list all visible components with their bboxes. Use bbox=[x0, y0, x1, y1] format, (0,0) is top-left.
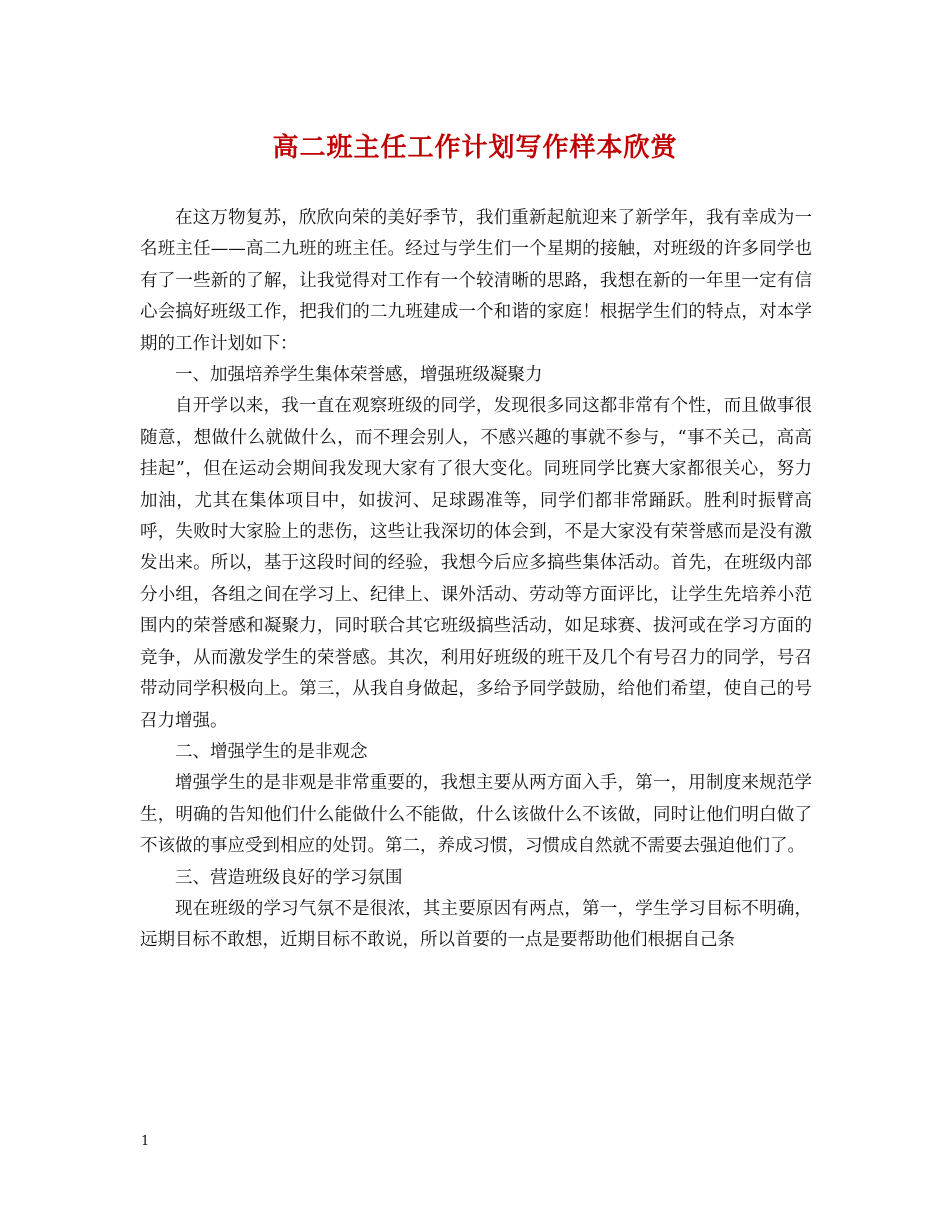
paragraph-section-3: 现在班级的学习气氛不是很浓，其主要原因有两点，第一，学生学习目标不明确，远期目标不敢想，近期目标不敢说，所以首要的一点是要帮助他们根据自己条 bbox=[140, 898, 812, 951]
paragraph-section-1: 自开学以来，我一直在观察班级的同学，发现很多同这都非常有个性，而且做事很随意，想做什么就做什么，而不理会别人，不感兴趣的事就不参与，“事不关己，高高挂起”，但在运动会期间我发现大家有了很大变化。同班同学比赛大家都很关心，努力加油，尤其在集体项目中，如拔河、足球踢准等，同学们都非常踊跃。胜利时振臂高呼，失败时大家脸上的悲伤，这些让我深切的体会到，不是大家没有荣誉感而是没有激发出来。所以，基于这段时间的经验，我想今后应多搞些集体活动。首先，在班级内部分小组，各组之间在学习上、纪律上、课外活动、劳动等方面评比，让学生先培养小范围内的荣誉感和凝聚力，同时联合其它班级搞些活动，如足球赛、拔河或在学习方面的竞争，从而激发学生的荣誉感。其次，利用好班级的班干及几个有号召力的同学，号召带动同学积极向上。第三，从我自身做起，多给予同学鼓励，给他们希望，使自己的号召力增强。 bbox=[140, 396, 812, 731]
section-heading-2: 二、增强学生的是非观念 bbox=[175, 741, 368, 762]
document-body bbox=[140, 203, 812, 957]
section-heading-1: 一、加强培养学生集体荣誉感，增强班级凝聚力 bbox=[175, 365, 543, 386]
paragraph-section-2: 增强学生的是非观是非常重要的，我想主要从两方面入手，第一，用制度来规范学生，明确的告知他们什么能做什么不能做，什么该做什么不该做，同时让他们明白做了不该做的事应受到相应的处罚。第二，养成习惯，习惯成自然就不需要去强迫他们了。 bbox=[140, 773, 812, 857]
page-number: 1 bbox=[141, 1134, 150, 1149]
section-heading-3: 三、营造班级良好的学习氛围 bbox=[175, 867, 403, 888]
paragraph-intro: 在这万物复苏，欣欣向荣的美好季节，我们重新起航迎来了新学年，我有幸成为一名班主任——高二九班的班主任。经过与学生们一个星期的接触，对班级的许多同学也有了一些新的了解，让我觉得对工作有一个较清晰的思路，我想在新的一年里一定有信心会搞好班级工作，把我们的二九班建成一个和谐的家庭！根据学生们的特点，对本学期的工作计划如下： bbox=[140, 208, 812, 354]
document-title: 高二班主任工作计划写作样本欣赏 bbox=[272, 133, 678, 163]
